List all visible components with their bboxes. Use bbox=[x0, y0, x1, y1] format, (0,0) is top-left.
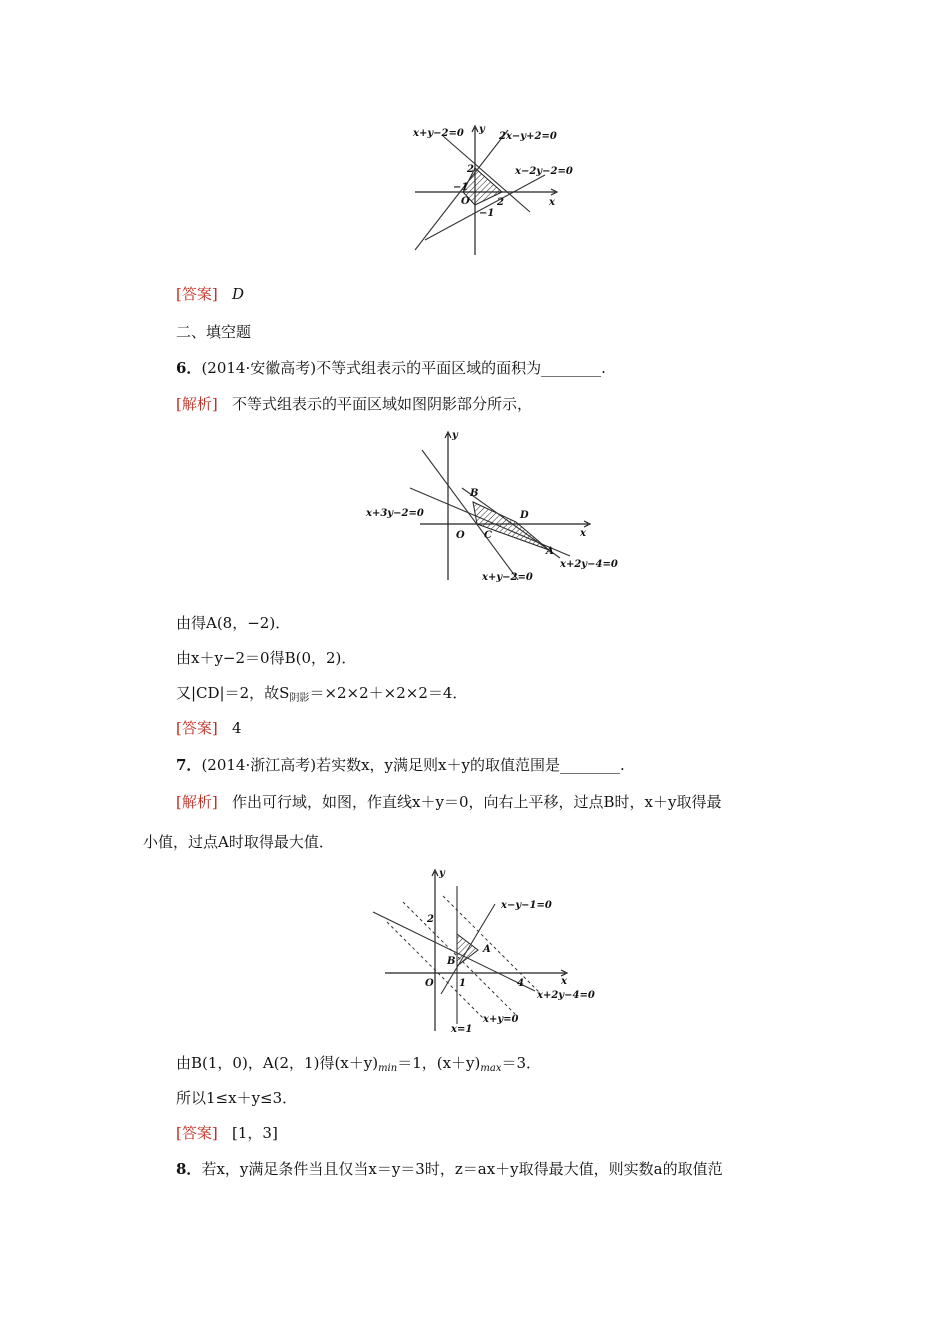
answer-7 bbox=[176, 1123, 278, 1143]
label-origin: O bbox=[456, 530, 465, 541]
question-text: (2014·浙江高考)若实数x，y满足则x＋y的取值范围是________. bbox=[201, 756, 625, 774]
label-tick-2-x: 2 bbox=[497, 197, 504, 208]
label-line-3: x−2y−2=0 bbox=[515, 166, 573, 177]
question-number: 7． bbox=[176, 756, 202, 774]
label-tick-2-y: 2 bbox=[427, 914, 434, 925]
label-line-x-plus-y: x+y−2=0 bbox=[482, 572, 533, 583]
solution-tag: [解析] bbox=[176, 793, 218, 811]
answer-5 bbox=[176, 284, 244, 304]
section-heading: 二、填空题 bbox=[176, 323, 252, 341]
line-x-plus-2y-minus-4 bbox=[373, 912, 535, 991]
label-line-x-equals-1: x=1 bbox=[451, 1024, 473, 1035]
answer-value: [1，3] bbox=[232, 1124, 278, 1142]
area-formula-start: 又|CD|＝2，故S bbox=[176, 684, 290, 702]
label-line-1: x+y−2=0 bbox=[413, 128, 464, 139]
label-line-x-plus-y: x+y=0 bbox=[483, 1014, 519, 1025]
answer-value: 4 bbox=[232, 719, 242, 737]
label-tick-neg1-x: −1 bbox=[453, 182, 469, 193]
label-point-a: A bbox=[546, 546, 554, 557]
area-formula-end: ＝×2×2＋×2×2＝4． bbox=[309, 684, 468, 702]
question-7 bbox=[176, 755, 625, 775]
figure-2-feasible-region bbox=[360, 428, 630, 586]
solution-7 bbox=[176, 792, 721, 812]
label-line-x-plus-2y: x+2y−4=0 bbox=[537, 990, 595, 1001]
label-y: y bbox=[439, 868, 445, 879]
label-point-c: C bbox=[484, 530, 492, 541]
label-origin: O bbox=[425, 978, 434, 989]
solution-6 bbox=[176, 394, 532, 414]
question-8 bbox=[176, 1159, 723, 1179]
figure-1-feasible-region bbox=[405, 120, 580, 260]
area-subscript: 阴影 bbox=[289, 693, 310, 704]
label-tick-4-x: 4 bbox=[517, 978, 524, 989]
label-tick-neg1-y: −1 bbox=[479, 208, 495, 219]
figure-3-feasible-region bbox=[365, 866, 600, 1036]
answer-6 bbox=[176, 718, 242, 738]
question-6 bbox=[176, 358, 606, 378]
label-line-x-plus-2y: x+2y−4=0 bbox=[560, 559, 618, 570]
label-point-a: A bbox=[483, 944, 491, 955]
max-value: ＝3． bbox=[501, 1054, 542, 1072]
label-origin: O bbox=[461, 196, 470, 207]
question-text: (2014·安徽高考)不等式组表示的平面区域的面积为________. bbox=[201, 359, 606, 377]
question-text: 若x，y满足条件当且仅当x＝y＝3时，z＝ax＋y取得最大值，则实数a的取值范 bbox=[201, 1160, 723, 1178]
label-y: y bbox=[479, 124, 485, 135]
label-tick-2-y: 2 bbox=[467, 164, 474, 175]
label-line-2: 2x−y+2=0 bbox=[499, 131, 557, 142]
max-expression: ＝1，(x＋y) bbox=[397, 1054, 481, 1072]
answer-tag: [答案] bbox=[176, 719, 218, 737]
solution-6-line-3 bbox=[176, 683, 467, 706]
solution-7-line-1 bbox=[176, 1053, 541, 1076]
label-y: y bbox=[452, 430, 458, 441]
solution-text: 作出可行域，如图，作直线x＋y＝0，向右上平移，过点B时，x＋y取得最 bbox=[232, 793, 722, 811]
label-x: x bbox=[580, 528, 586, 539]
label-point-d: D bbox=[520, 510, 529, 521]
solution-7-continued: 小值，过点A时取得最大值． bbox=[143, 833, 334, 851]
line-x-plus-y-minus-2 bbox=[422, 450, 518, 580]
solution-text: 不等式组表示的平面区域如图阴影部分所示， bbox=[232, 395, 533, 413]
solution-6-line-1: 由得A(8，−2)． bbox=[176, 614, 291, 632]
label-x: x bbox=[561, 976, 567, 987]
answer-tag: [答案] bbox=[176, 1124, 218, 1142]
label-line-x-minus-y: x−y−1=0 bbox=[501, 900, 552, 911]
min-subscript: min bbox=[378, 1063, 398, 1074]
label-tick-1-x: 1 bbox=[459, 978, 466, 989]
question-number: 8． bbox=[176, 1160, 202, 1178]
answer-tag: [答案] bbox=[176, 285, 218, 303]
solution-7-line-2: 所以1≤x＋y≤3． bbox=[176, 1089, 298, 1107]
label-point-b: B bbox=[470, 488, 479, 499]
question-number: 6． bbox=[176, 359, 202, 377]
label-x: x bbox=[549, 197, 555, 208]
max-subscript: max bbox=[480, 1063, 502, 1074]
label-line-x-plus-3y: x+3y−2=0 bbox=[366, 508, 424, 519]
solution-6-line-2: 由x＋y−2＝0得B(0，2)． bbox=[176, 649, 357, 667]
dashed-line-1 bbox=[403, 902, 515, 1014]
solution-tag: [解析] bbox=[176, 395, 218, 413]
min-expression: 由B(1，0)，A(2，1)得(x＋y) bbox=[176, 1054, 379, 1072]
answer-value: D bbox=[232, 285, 245, 303]
label-point-b: B bbox=[447, 956, 456, 967]
